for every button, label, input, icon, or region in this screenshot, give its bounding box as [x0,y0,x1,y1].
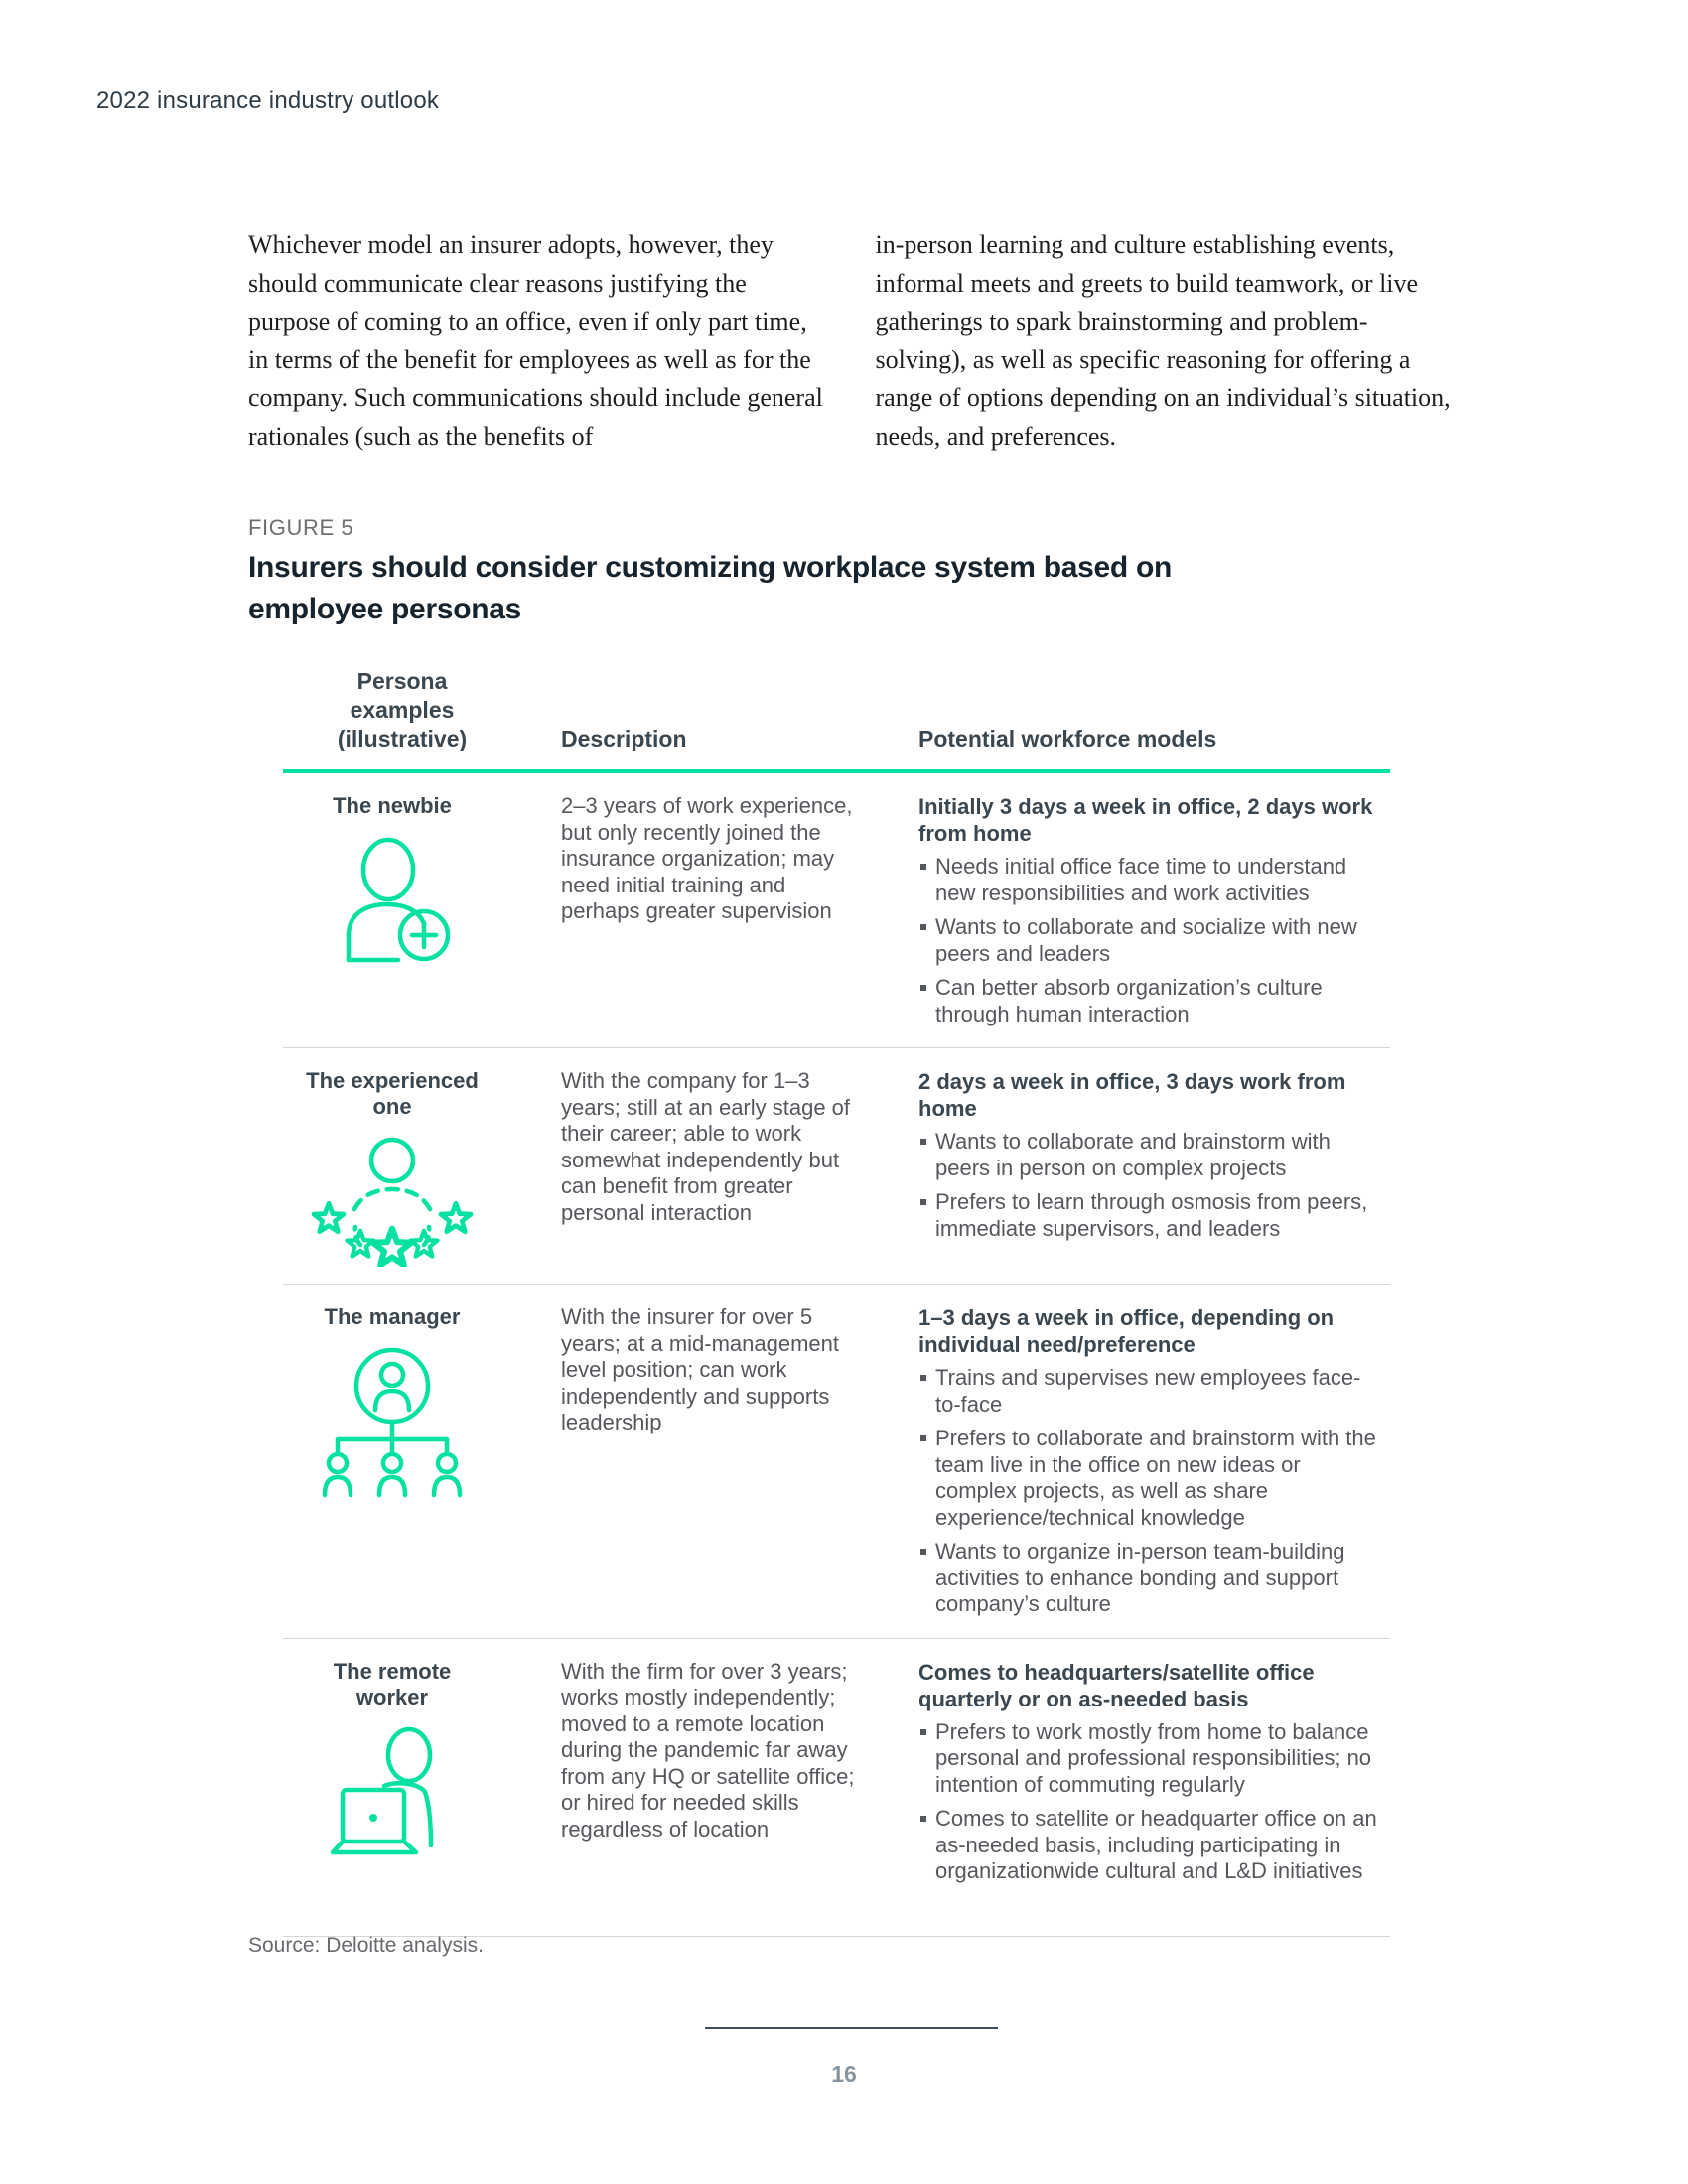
workforce-bullet-list [918,1365,1380,1618]
persona-description: With the firm for over 3 years; works mostly independently; moved to a remote location during the pandemic far away from any HQ or satellite office; or hired for needed skills regardless of location [561,1658,855,1842]
workforce-model-heading: 1–3 days a week in office, depending on individual need/preference [918,1305,1335,1357]
persona-label: The manager [324,1304,461,1329]
workforce-bullet-list [918,1719,1380,1885]
person-laptop-icon [283,1724,501,1880]
persona-label: The newbie [333,793,452,818]
workforce-bullet: Wants to organize in-person team-building activities to enhance bonding and support company’s culture [918,1539,1380,1618]
workforce-models-cell [918,793,1390,1035]
intro-left-column: Whichever model an insurer adopts, however, they should communicate clear reasons justifying the purpose of coming to an office, even if only part time, in terms of the benefit for employees as well as for the company. Such communications should include general rationales (such as the benefits of [248,230,823,451]
intro-text [248,226,1455,456]
persona-cell [283,793,561,1035]
table-header-row [283,667,1390,773]
footer-rule [705,2027,998,2029]
persona-description: With the insurer for over 5 years; at a mid-management level position; can work independently and supports leadership [561,1304,840,1434]
table-body [283,773,1390,1937]
workforce-bullet: Prefers to learn through osmosis from peers, immediate supervisors, and leaders [918,1189,1380,1242]
workforce-bullet-list [918,854,1380,1027]
persona-cell [283,1068,561,1272]
workforce-bullet: Comes to satellite or headquarter office on an as-needed basis, including participating in organizationwide cultural and L&D initiatives [918,1806,1380,1885]
table-row [283,1285,1390,1639]
source-note: Source: Deloitte analysis. [248,1934,484,1957]
workforce-models-cell [918,1304,1390,1626]
report-header: 2022 insurance industry outlook [96,87,440,114]
workforce-model-heading: Comes to headquarters/satellite office quarterly or on as-needed basis [918,1659,1315,1711]
workforce-bullet: Trains and supervises new employees face-to-face [918,1365,1380,1418]
figure-label: FIGURE 5 [248,515,354,540]
workforce-model-heading: 2 days a week in office, 3 days work from home [918,1069,1346,1121]
workforce-bullet-list [918,1129,1380,1242]
persona-table [283,667,1390,1937]
workforce-model-heading: Initially 3 days a week in office, 2 days work from home [918,794,1373,846]
persona-cell [283,1659,561,1924]
table-row [283,773,1390,1048]
persona-cell [283,1304,561,1626]
persona-description: With the company for 1–3 years; still at an early stage of their career; able to work somewhat independently but can benefit from greater personal interaction [561,1068,851,1225]
table-row [283,1639,1390,1937]
workforce-models-cell [918,1659,1390,1924]
workforce-models-cell [918,1068,1390,1272]
figure-title: Insurers should consider customizing workplace system based on employee personas [248,551,1172,625]
column-header-description: Description [561,726,687,751]
org-chart-icon [283,1344,501,1510]
workforce-bullet: Prefers to collaborate and brainstorm with the team live in the office on new ideas or complex projects, as well as share experience/technical knowledge [918,1426,1380,1531]
table-row [283,1048,1390,1285]
column-header-persona: Persona examples (illustrative) [337,668,468,751]
column-header-models: Potential workforce models [918,726,1217,751]
workforce-bullet: Wants to collaborate and brainstorm with peers in person on complex projects [918,1129,1380,1181]
workforce-bullet: Wants to collaborate and socialize with new peers and leaders [918,914,1380,967]
workforce-bullet: Prefers to work mostly from home to balance personal and professional responsibilities; no intention of commuting regularly [918,1719,1380,1799]
page-number: 16 [831,2061,857,2087]
workforce-bullet: Needs initial office face time to understand new responsibilities and work activities [918,854,1380,906]
persona-label: The remote worker [333,1658,452,1709]
person-plus-icon [283,833,501,969]
persona-description: 2–3 years of work experience, but only recently joined the insurance organization; may need initial training and perhaps greater supervision [561,793,853,923]
person-stars-icon [283,1134,501,1272]
persona-label: The experienced one [306,1068,479,1119]
workforce-bullet: Can better absorb organization’s culture through human interaction [918,975,1380,1027]
intro-right-column: in-person learning and culture establishing events, informal meets and greets to build teamwork, or live gatherings to spark brainstorming and problem-solving), as well as specific reasoning for offering a range of options depending on an individual’s situation, needs, and preferences. [875,230,1451,451]
